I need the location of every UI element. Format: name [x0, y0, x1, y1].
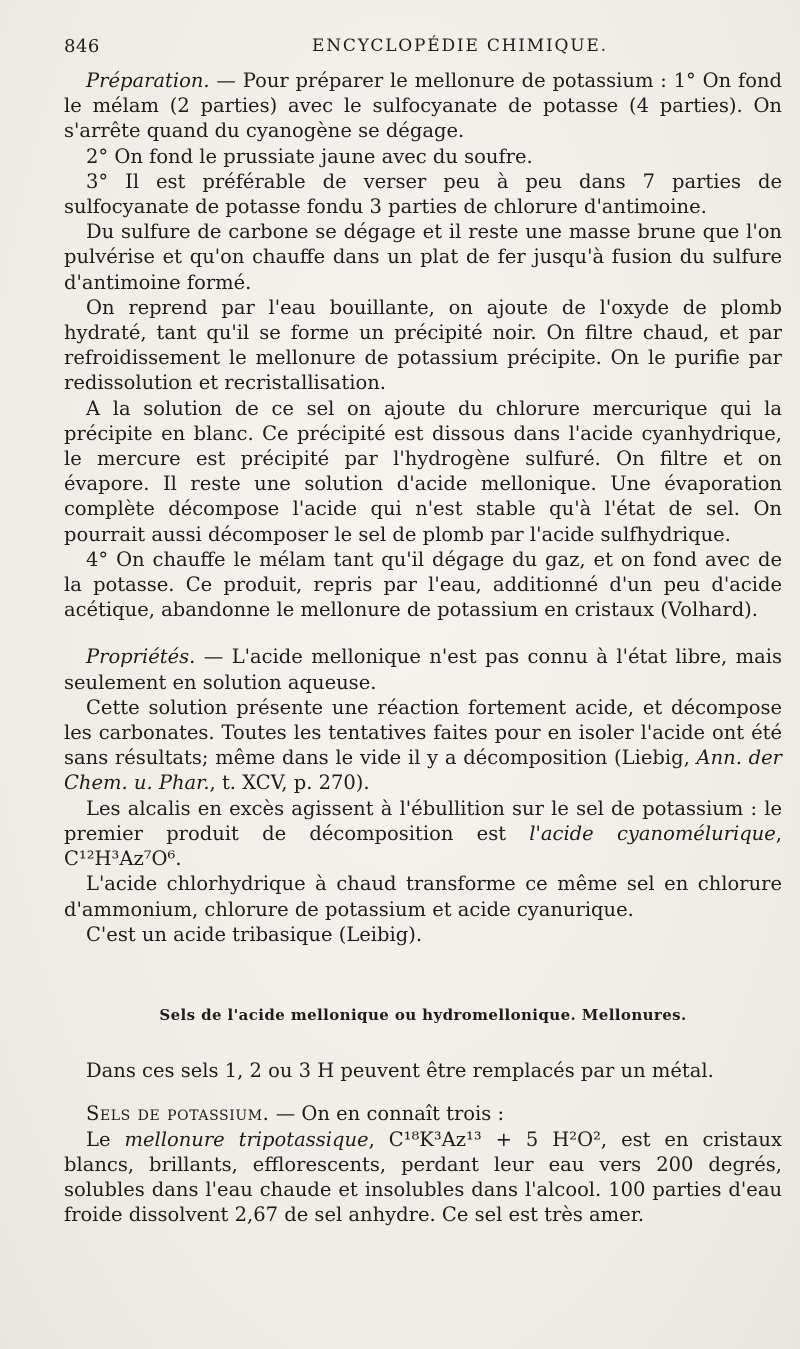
paragraph-solution-acide: [64, 695, 782, 796]
paragraph-sels-potassium: [64, 1101, 782, 1126]
spacer: [64, 1083, 782, 1101]
running-head: ENCYCLOPÉDIE CHIMIQUE.: [312, 36, 608, 56]
spacer: [64, 622, 782, 644]
paragraph-tribasique: C'est un acide tribasique (Leibig).: [86, 922, 423, 946]
paragraph-alcalis: [64, 796, 782, 872]
body-text: [64, 68, 782, 1227]
page-header: [64, 36, 784, 62]
paragraph-sulfure: Du sulfure de carbone se dégage et il reste une masse brune que l'on pulvérise et qu'on chauffe dans un plat de fer jusqu'à fusion du sulfure d'antimoine formé.: [64, 220, 782, 294]
proprietes-text: — L'acide mellonique n'est pas connu à l'état libre, mais seulement en solution aqueuse.: [64, 645, 782, 694]
reference-journal: Ann. der Chem. u. Phar.: [64, 746, 782, 795]
page-number: 846: [64, 36, 100, 57]
preparation-text: — Pour préparer le mellonure de potassium : 1° On fond le mélam (2 parties) avec le sulfocyanate de potasse (4 parties). On s'arrête quand du cyanogène se dégage.: [64, 69, 782, 143]
potassium-text: — On en connaît trois :: [269, 1102, 505, 1126]
paragraph-tripotassique: [64, 1127, 782, 1228]
preparation-label: Préparation.: [86, 69, 210, 92]
solution-text-a: Cette solution présente une réaction fortement acide, et décompose les carbonates. Toutes les tentatives faites pour en isoler l'acide ont été sans résultats; même dans le vide il y a décomposition (Liebig,: [64, 695, 782, 770]
paragraph-reprend: On reprend par l'eau bouillante, on ajoute de l'oxyde de plomb hydraté, tant qu'il se forme un précipité noir. On filtre chaud, et par refroidissement le mellonure de potassium précipite. On le purifie par redissolution et recristallisation.: [64, 295, 782, 395]
paragraph-solution-mercurique: A la solution de ce sel on ajoute du chlorure mercurique qui la précipite en blanc. Ce précipité est dissous dans l'acide cyanhydrique, le mercure est précipité par l'hydrogène sulfuré. On filtre et on évapore. Il reste une solution d'acide mellonique. Une évaporation complète décompose l'acide qui n'est stable qu'à l'état de sel. On pourrait aussi décomposer le sel de plomb par l'acide sulfhydrique.: [64, 396, 782, 546]
paragraph-preparation: [64, 68, 782, 144]
formula-cyanomelurique: , C¹²H³Az⁷O⁶.: [64, 821, 782, 871]
tri-text-b: est en cristaux blancs, brillants, efflorescents, perdant leur eau vers 200 degrés, solubles dans l'eau chaude et insolubles dans l'alcool. 100 parties d'eau froide dissolvent 2,67 de sel anhydre. Ce sel est très amer.: [64, 1127, 782, 1227]
section-spacer: [64, 947, 782, 1003]
section-heading-sels: Sels de l'acide mellonique ou hydromellonique. Mellonures.: [159, 1005, 687, 1024]
paragraph-step-4: 4° On chauffe le mélam tant qu'il dégage du gaz, et on fond avec de la potasse. Ce produit, repris par l'eau, additionné d'un peu d'acide acétique, abandonne le mellonure de potassium en cristaux (Volhard).: [64, 547, 782, 622]
paragraph-chlorhydrique: L'acide chlorhydrique à chaud transforme ce même sel en chlorure d'ammonium, chlorure de potassium et acide cyanurique.: [64, 872, 782, 921]
potassium-label: Sels de potassium.: [86, 1102, 270, 1126]
paragraph-proprietes: [64, 644, 782, 694]
paragraph-sels-intro: Dans ces sels 1, 2 ou 3 H peuvent être remplacés par un métal.: [86, 1059, 714, 1083]
proprietes-label: Propriétés.: [86, 645, 196, 669]
paragraph-step-2: 2° On fond le prussiate jaune avec du soufre.: [86, 144, 533, 168]
section-spacer: [64, 1028, 782, 1058]
term-acide-cyanomelurique: l'acide cyanomélurique: [529, 821, 776, 845]
solution-text-b: , t. XCV, p. 270).: [209, 771, 370, 795]
term-mellonure-tripotassique: mellonure tripotassique: [124, 1127, 369, 1151]
tri-text-a: Le: [86, 1127, 125, 1151]
formula-tripotassique: , C¹⁸K³Az¹³ + 5 H²O²,: [368, 1127, 608, 1151]
paragraph-step-3: 3° Il est préférable de verser peu à peu dans 7 parties de sulfocyanate de potasse fondu 3 parties de chlorure d'antimoine.: [64, 169, 782, 219]
alcalis-text: Les alcalis en excès agissent à l'ébullition sur le sel de potassium : le premier produit de décomposition est: [64, 796, 782, 845]
